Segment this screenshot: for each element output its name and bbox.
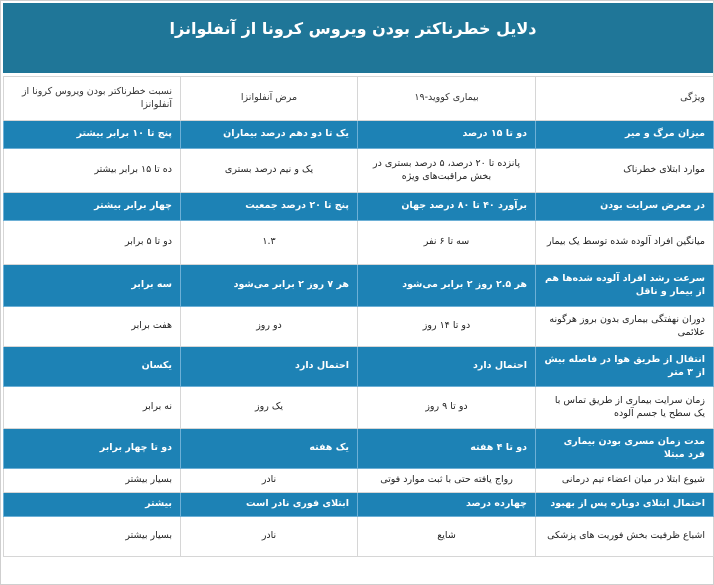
table-cell: یک هفته bbox=[181, 429, 358, 469]
column-header: مرض آنفلوانزا bbox=[181, 77, 358, 121]
table-cell: بسیار بیشتر bbox=[4, 469, 181, 493]
table-row bbox=[4, 493, 714, 517]
table-cell: برآورد ۴۰ تا ۸۰ درصد جهان bbox=[358, 193, 536, 221]
table-cell: دو تا ۹ روز bbox=[358, 387, 536, 429]
table-cell: یک روز bbox=[181, 387, 358, 429]
comparison-table bbox=[3, 76, 714, 557]
table-cell: انتقال از طریق هوا در فاصله بیش از ۳ متر bbox=[536, 347, 714, 387]
table-cell: زمان سرایت بیماری از طریق تماس با یک سطح یا جسم آلوده bbox=[536, 387, 714, 429]
table-cell: پنج تا ۱۰ برابر بیشتر bbox=[4, 121, 181, 149]
table-row bbox=[4, 149, 714, 193]
table-row bbox=[4, 265, 714, 307]
table-cell: دو تا چهار برابر bbox=[4, 429, 181, 469]
table-cell: شایع bbox=[358, 517, 536, 557]
table-row bbox=[4, 387, 714, 429]
table-cell: دو روز bbox=[181, 307, 358, 347]
table-cell: شیوع ابتلا در میان اعضاء تیم درمانی bbox=[536, 469, 714, 493]
table-cell: مدت زمان مسری بودن بیماری فرد مبتلا bbox=[536, 429, 714, 469]
table-cell: رواج یافته حتی با ثبت موارد فوتی bbox=[358, 469, 536, 493]
table-cell: سه برابر bbox=[4, 265, 181, 307]
table-cell: نادر bbox=[181, 469, 358, 493]
table-cell: دو تا ۴ هفته bbox=[358, 429, 536, 469]
table-cell: بسیار بیشتر bbox=[4, 517, 181, 557]
table-row bbox=[4, 517, 714, 557]
table-row bbox=[4, 307, 714, 347]
table-cell: سه تا ۶ نفر bbox=[358, 221, 536, 265]
table-cell: چهارده درصد bbox=[358, 493, 536, 517]
table-row bbox=[4, 121, 714, 149]
table-cell: در معرض سرایت بودن bbox=[536, 193, 714, 221]
table-row bbox=[4, 469, 714, 493]
table-cell: یک و نیم درصد بستری bbox=[181, 149, 358, 193]
table-cell: یکسان bbox=[4, 347, 181, 387]
table-cell: دو تا ۱۵ درصد bbox=[358, 121, 536, 149]
table-cell: هر ۲.۵ روز ۲ برابر می‌شود bbox=[358, 265, 536, 307]
table-cell: سرعت رشد افراد آلوده شده‌ها هم از بیمار و ناقل bbox=[536, 265, 714, 307]
table-cell: میزان مرگ و میر bbox=[536, 121, 714, 149]
table-cell: احتمال دارد bbox=[181, 347, 358, 387]
table-cell: احتمال دارد bbox=[358, 347, 536, 387]
table-cell: دوران نهفتگی بیماری بدون بروز هرگونه علائمی bbox=[536, 307, 714, 347]
title-banner bbox=[3, 3, 713, 73]
table-cell: ۱.۳ bbox=[181, 221, 358, 265]
column-header: ویژگی bbox=[536, 77, 714, 121]
column-header: نسبت خطرناکتر بودن ویروس کرونا از آنفلوانزا bbox=[4, 77, 181, 121]
table-cell: ده تا ۱۵ برابر بیشتر bbox=[4, 149, 181, 193]
table-cell: نادر bbox=[181, 517, 358, 557]
page-title: دلایل خطرناکتر بودن ویروس کرونا از آنفلوانزا bbox=[169, 19, 537, 38]
table-header-row bbox=[4, 77, 714, 121]
table-cell: دو تا ۵ برابر bbox=[4, 221, 181, 265]
column-header: بیماری کووید-۱۹ bbox=[358, 77, 536, 121]
table-cell: احتمال ابتلای دوباره پس از بهبود bbox=[536, 493, 714, 517]
table-cell: هفت برابر bbox=[4, 307, 181, 347]
table-row bbox=[4, 221, 714, 265]
table-cell: اشباع ظرفیت بخش فوریت های پزشکی bbox=[536, 517, 714, 557]
table-cell: نه برابر bbox=[4, 387, 181, 429]
table-cell: یک تا دو دهم درصد بیماران bbox=[181, 121, 358, 149]
table-cell: پنج تا ۲۰ درصد جمعیت bbox=[181, 193, 358, 221]
table-row bbox=[4, 193, 714, 221]
table-cell: دو تا ۱۴ روز bbox=[358, 307, 536, 347]
table-cell: موارد ابتلای خطرناک bbox=[536, 149, 714, 193]
table-cell: چهار برابر بیشتر bbox=[4, 193, 181, 221]
table-cell: ابتلای فوری نادر است bbox=[181, 493, 358, 517]
table-cell: بیشتر bbox=[4, 493, 181, 517]
table-row bbox=[4, 347, 714, 387]
table-cell: میانگین افراد آلوده شده توسط یک بیمار bbox=[536, 221, 714, 265]
table-cell: هر ۷ روز ۲ برابر می‌شود bbox=[181, 265, 358, 307]
table-cell: پانزده تا ۲۰ درصد، ۵ درصد بستری در بخش مراقبت‌های ویژه bbox=[358, 149, 536, 193]
table-row bbox=[4, 429, 714, 469]
